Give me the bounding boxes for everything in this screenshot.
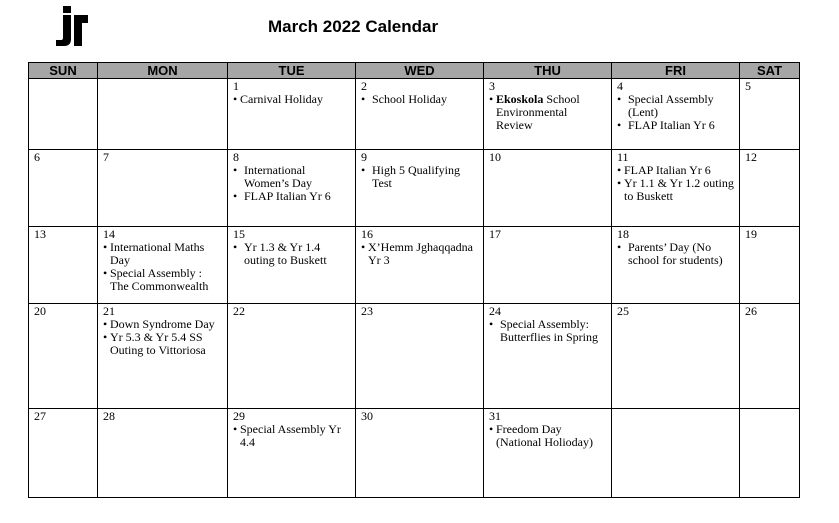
day-cell [98, 227, 228, 304]
day-number: 25 [617, 304, 629, 318]
day-number: 27 [34, 409, 46, 423]
event-item: • X’Hemm Jghaqqadna Yr 3 [361, 241, 478, 267]
event-item: • FLAP Italian Yr 6 [617, 164, 734, 177]
day-cell-empty [29, 79, 98, 150]
day-cell [228, 304, 356, 409]
week-row [29, 227, 800, 304]
day-cell [98, 150, 228, 227]
day-cell [228, 227, 356, 304]
header-sat: SAT [740, 63, 800, 79]
event-item: • High 5 Qualifying Test [361, 164, 478, 190]
day-number: 31 [489, 409, 501, 423]
event-item: • International Women’s Day [233, 164, 350, 190]
event-item: • Yr 1.1 & Yr 1.2 outing to Buskett [617, 177, 734, 203]
day-cell [740, 150, 800, 227]
day-number: 18 [617, 227, 629, 241]
header-mon: MON [98, 63, 228, 79]
header-thu: THU [484, 63, 612, 79]
day-number: 1 [233, 79, 239, 93]
day-number: 8 [233, 150, 239, 164]
day-number: 11 [617, 150, 629, 164]
jr-logo-icon [52, 6, 92, 46]
day-cell [228, 409, 356, 498]
week-row [29, 304, 800, 409]
event-text: School Environmental Review [496, 92, 580, 132]
day-cell [356, 227, 484, 304]
event-item: • FLAP Italian Yr 6 [617, 119, 734, 132]
day-cell [228, 150, 356, 227]
event-item: • Freedom Day (National Holioday) [489, 423, 606, 449]
day-cell [29, 304, 98, 409]
day-cell [612, 79, 740, 150]
day-cell [356, 79, 484, 150]
day-number: 7 [103, 150, 109, 164]
event-item: • Special Assembly: Butterflies in Spring [489, 318, 606, 344]
day-number: 4 [617, 79, 623, 93]
day-cell [484, 79, 612, 150]
day-cell [484, 304, 612, 409]
day-cell [612, 304, 740, 409]
event-item: • Special Assembly : The Commonwealth [103, 267, 222, 293]
event-bold-text: Ekoskola [496, 92, 544, 106]
day-number: 26 [745, 304, 757, 318]
page-title: March 2022 Calendar [268, 17, 439, 36]
header-sun: SUN [29, 63, 98, 79]
header-fri: FRI [612, 63, 740, 79]
day-number: 3 [489, 79, 495, 93]
event-item: • FLAP Italian Yr 6 [233, 190, 350, 203]
event-item: • Yr 5.3 & Yr 5.4 SS Outing to Vittoriosa [103, 331, 222, 357]
day-number: 15 [233, 227, 245, 241]
day-number: 29 [233, 409, 245, 423]
day-cell [356, 409, 484, 498]
header-wed: WED [356, 63, 484, 79]
day-cell-empty [612, 409, 740, 498]
day-number: 22 [233, 304, 245, 318]
event-item: • Down Syndrome Day [103, 318, 222, 331]
event-item: • Yr 1.3 & Yr 1.4 outing to Buskett [233, 241, 350, 267]
day-number: 5 [745, 79, 751, 93]
day-number: 9 [361, 150, 367, 164]
day-number: 17 [489, 227, 501, 241]
day-cell [484, 150, 612, 227]
day-number: 6 [34, 150, 40, 164]
day-cell [740, 79, 800, 150]
day-cell [612, 150, 740, 227]
event-item [489, 93, 606, 132]
day-cell [740, 304, 800, 409]
event-item: • International Maths Day [103, 241, 222, 267]
week-row [29, 150, 800, 227]
day-number: 28 [103, 409, 115, 423]
day-number: 16 [361, 227, 373, 241]
day-cell [29, 150, 98, 227]
day-cell [484, 227, 612, 304]
day-cell-empty [740, 409, 800, 498]
day-number: 2 [361, 79, 367, 93]
day-number: 10 [489, 150, 501, 164]
header-row [29, 63, 800, 79]
day-number: 23 [361, 304, 373, 318]
event-item: • School Holiday [361, 93, 478, 106]
day-number: 24 [489, 304, 501, 318]
day-number: 30 [361, 409, 373, 423]
day-cell [29, 227, 98, 304]
event-item: • Carnival Holiday [233, 93, 350, 106]
day-number: 12 [745, 150, 757, 164]
header-tue: TUE [228, 63, 356, 79]
day-cell [484, 409, 612, 498]
day-cell [612, 227, 740, 304]
day-cell [98, 304, 228, 409]
day-cell [228, 79, 356, 150]
calendar-table [28, 62, 800, 498]
day-cell [356, 150, 484, 227]
day-cell [740, 227, 800, 304]
event-item: • Special Assembly Yr 4.4 [233, 423, 350, 449]
week-row [29, 409, 800, 498]
day-cell [29, 409, 98, 498]
day-cell-empty [98, 79, 228, 150]
day-number: 20 [34, 304, 46, 318]
event-item: • Parents’ Day (No school for students) [617, 241, 734, 267]
event-item: • Special Assembly (Lent) [617, 93, 734, 119]
day-number: 19 [745, 227, 757, 241]
day-number: 14 [103, 227, 115, 241]
week-row [29, 79, 800, 150]
day-cell [356, 304, 484, 409]
day-cell [98, 409, 228, 498]
day-number: 13 [34, 227, 46, 241]
day-number: 21 [103, 304, 115, 318]
